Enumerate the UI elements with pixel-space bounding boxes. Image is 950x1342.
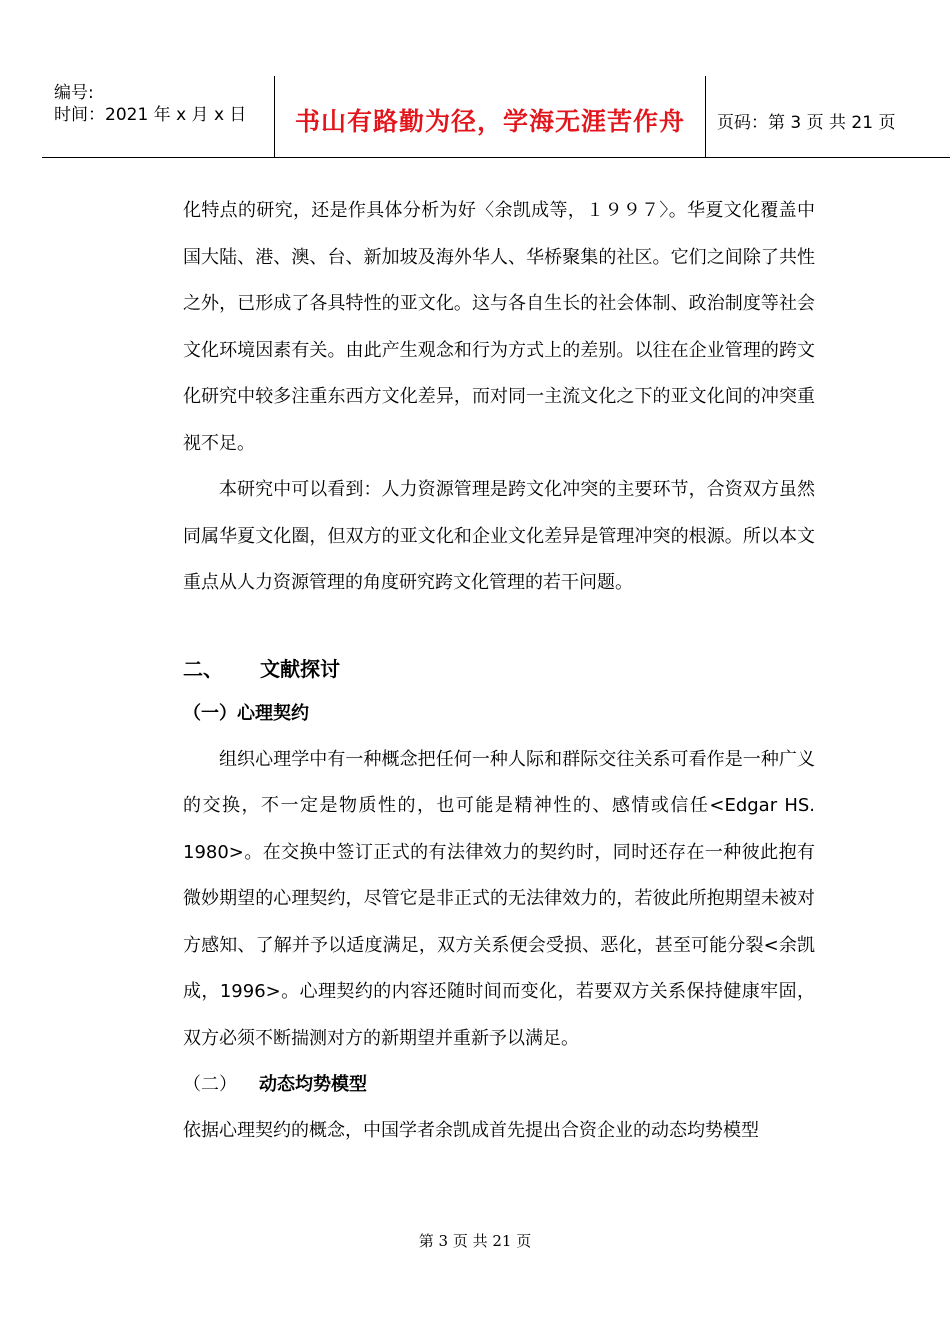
page-header: [42, 76, 950, 158]
header-motto: 书山有路勤为径，学海无涯苦作舟: [294, 107, 685, 136]
paragraph-1: 化特点的研究，还是作具体分析为好〈余凯成等，１９９７〉。华夏文化覆盖中国大陆、港、澳、台、新加坡及海外华人、华桥聚集的社区。它们之间除了共性之外，已形成了各具特性的亚文化。这与各自生长的社会体制、政治制度等社会文化环境因素有关。由此产生观念和行为方式上的差别。以往在企业管理的跨文化研究中较多注重东西方文化差异，而对同一主流文化之下的亚文化间的冲突重视不足。: [183, 200, 815, 454]
section-heading: [183, 647, 815, 691]
section-number: 二、: [183, 656, 223, 681]
paragraph-2: 本研究中可以看到：人力资源管理是跨文化冲突的主要环节，合资双方虽然同属华夏文化圈，但双方的亚文化和企业文化差异是管理冲突的根源。所以本文重点从人力资源管理的角度研究跨文化管理的若干问题。: [183, 479, 815, 593]
header-page-code: 页码：第 3 页 共 21 页: [717, 113, 896, 133]
subsection-heading-2: [183, 1062, 815, 1108]
subsection-title: 动态均势模型: [259, 1074, 367, 1095]
time-label: 时间：2021 年 x 月 x 日: [54, 105, 247, 125]
subsection-heading-1: （一）心理契约: [183, 702, 309, 724]
document-body: [183, 188, 815, 1155]
section-title: 文献探讨: [260, 656, 340, 681]
page-footer: 第 3 页 共 21 页: [418, 1232, 532, 1250]
serial-label: 编号:: [54, 83, 94, 103]
paragraph-4: 依据心理契约的概念，中国学者余凯成首先提出合资企业的动态均势模型: [183, 1120, 759, 1141]
header-meta: [54, 82, 246, 126]
header-divider-right: [705, 76, 706, 157]
paragraph-3: 组织心理学中有一种概念把任何一种人际和群际交往关系可看作是一种广义的交换，不一定是物质性的，也可能是精神性的、感情或信任<Edgar HS. 1980>。在交换中签订正式的有法律效力的契约时，同时还存在一种彼此抱有微妙期望的心理契约，尽管它是非正式的无法律效力的，若彼此所抱期望未被对方感知、了解并予以适度满足，双方关系便会受损、恶化，甚至可能分裂<余凯成，1996>。心理契约的内容还随时间而变化，若要双方关系保持健康牢固，双方必须不断揣测对方的新期望并重新予以满足。: [183, 748, 815, 1049]
subsection-number: （二）: [183, 1074, 237, 1095]
